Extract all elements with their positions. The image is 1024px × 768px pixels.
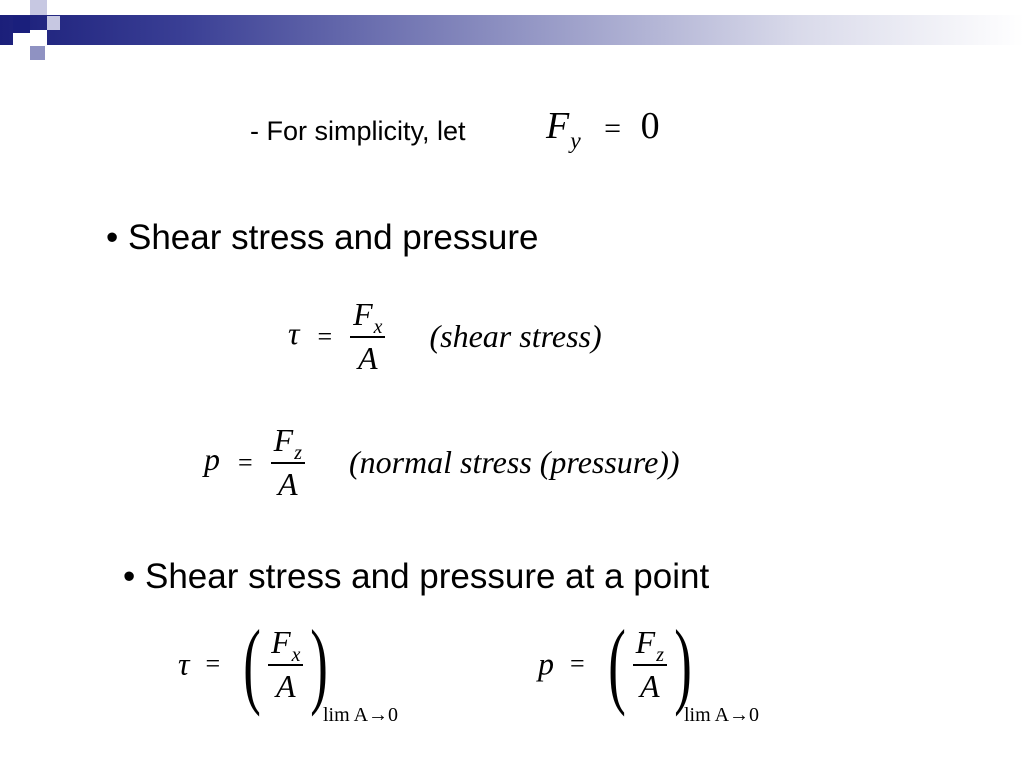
limit-label: lim A→0 — [323, 704, 399, 726]
numerator-subscript: z — [294, 442, 302, 465]
bullet-shear-stress-pressure-at-point: • Shear stress and pressure at a point — [123, 557, 710, 596]
decor-square — [30, 46, 45, 60]
decor-square — [13, 33, 30, 47]
denominator: A — [278, 466, 298, 502]
fraction — [271, 422, 305, 503]
intro-equation — [546, 104, 660, 154]
fraction — [268, 624, 303, 705]
eq-lhs: τ — [288, 314, 300, 351]
numerator-subscript: z — [656, 643, 664, 666]
right-paren: ) — [310, 610, 329, 717]
limit-label: lim A→0 — [684, 704, 760, 726]
eq-note: (shear stress) — [429, 318, 602, 354]
fraction — [350, 296, 385, 377]
numerator: F — [353, 296, 373, 332]
eq-lhs: τ — [178, 645, 190, 682]
eq-note: (normal stress (pressure)) — [348, 444, 680, 480]
bullet-shear-stress-pressure: • Shear stress and pressure — [106, 218, 539, 257]
left-paren: ( — [243, 610, 261, 717]
numerator: F — [273, 422, 294, 458]
eq-subscript: y — [570, 127, 581, 154]
eq-equals: = — [570, 649, 585, 678]
fraction — [633, 624, 667, 705]
eq-symbol: F — [546, 105, 570, 147]
intro-text: - For simplicity, let — [250, 116, 466, 146]
eq-equals: = — [317, 321, 333, 351]
left-paren: ( — [607, 610, 626, 717]
denominator: A — [358, 340, 378, 376]
decor-square — [62, 0, 76, 15]
eq-lhs: p — [204, 440, 220, 477]
eq-equals: = — [205, 649, 221, 678]
denominator: A — [276, 667, 296, 704]
numerator-subscript: x — [291, 643, 301, 666]
eq-lhs: p — [538, 645, 554, 682]
equation-shear-stress — [288, 296, 602, 377]
numerator: F — [635, 623, 656, 660]
numerator: F — [271, 623, 291, 660]
decor-square — [30, 0, 47, 15]
eq-equals: = — [604, 112, 622, 145]
header-band — [0, 15, 1024, 45]
decor-square — [13, 16, 30, 33]
eq-rhs: 0 — [640, 105, 660, 147]
denominator: A — [640, 667, 660, 704]
equation-point-pressure — [538, 610, 699, 717]
decor-square — [30, 30, 47, 46]
decor-square — [47, 16, 60, 30]
right-paren: ) — [674, 610, 692, 717]
numerator-subscript: x — [373, 316, 383, 339]
equation-pressure — [204, 422, 680, 503]
equation-point-shear — [178, 610, 335, 717]
eq-equals: = — [238, 447, 253, 477]
